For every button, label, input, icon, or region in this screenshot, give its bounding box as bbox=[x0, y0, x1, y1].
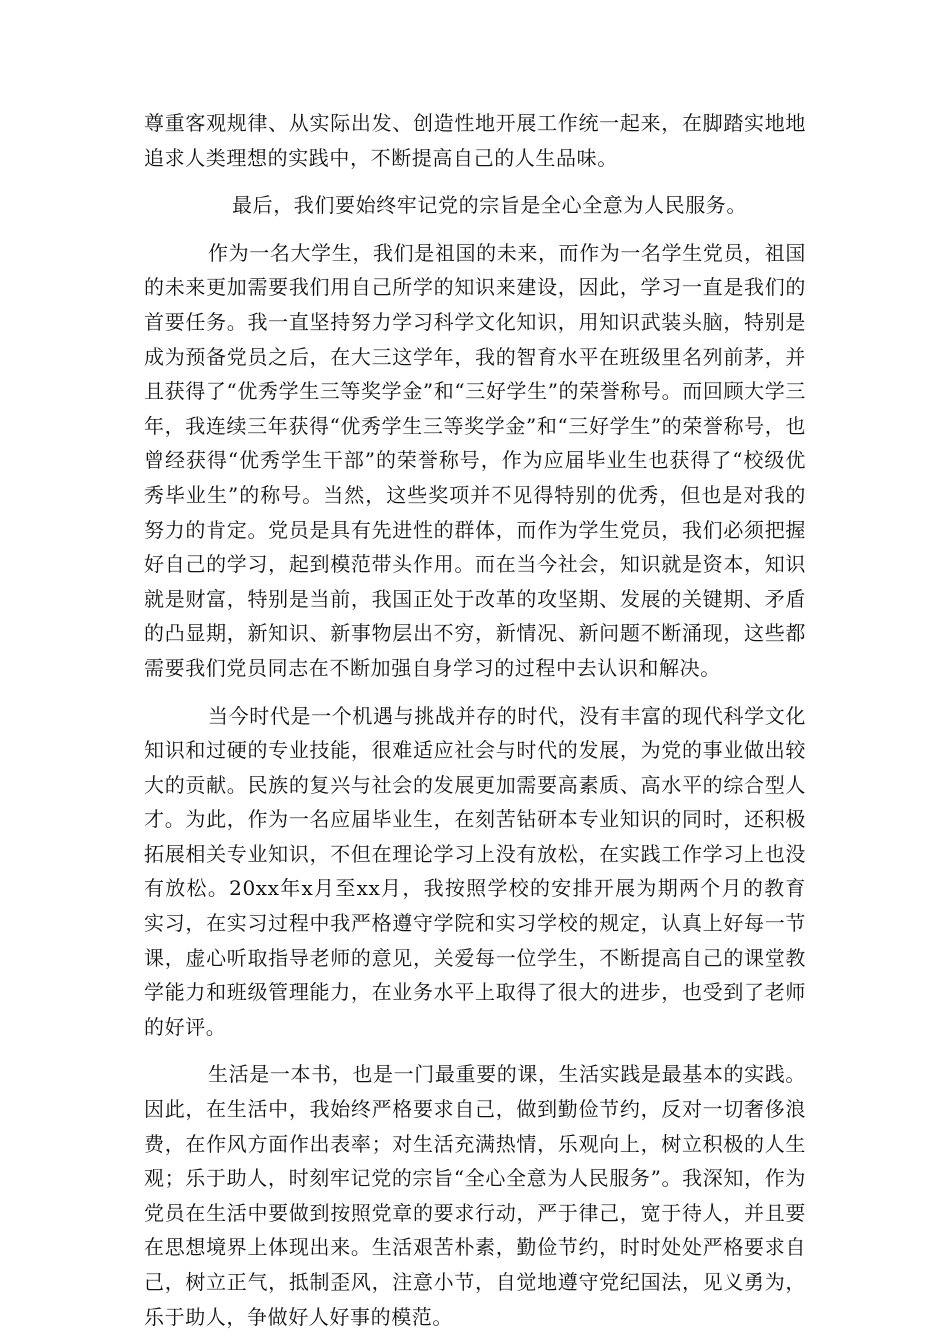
paragraph-study: 作为一名大学生，我们是祖国的未来，而作为一名学生党员，祖国的未来更加需要我们用自己所学的知识来建设，因此，学习一直是我们的首要任务。我一直坚持努力学习科学文化知识，用知识武装头脑，特别是成为预备党员之后，在大三这学年，我的智育水平在班级里名列前茅，并且获得了“优秀学生三等奖学金”和“三好学生”的荣誉称号。而回顾大学三年，我连续三年获得“优秀学生三等奖学金”和“三好学生”的荣誉称号，也曾经获得“优秀学生干部”的荣誉称号，作为应届毕业生也获得了“校级优秀毕业生”的称号。当然，这些奖项并不见得特别的优秀，但也是对我的努力的肯定。党员是具有先进性的群体，而作为学生党员，我们必须把握好自己的学习，起到模范带头作用。而在当今社会，知识就是资本，知识就是财富，特别是当前，我国正处于改革的攻坚期、发展的关键期、矛盾的凸显期，新知识、新事物层出不穷，新情况、新问题不断涌现，这些都需要我们党员同志在不断加强自身学习的过程中去认识和解决。 bbox=[144, 240, 806, 680]
paragraph-continuation: 尊重客观规律、从实际出发、创造性地开展工作统一起来，在脚踏实地地追求人类理想的实践中，不断提高自己的人生品味。 bbox=[144, 111, 806, 170]
paragraph-life-practice: 生活是一本书，也是一门最重要的课，生活实践是最基本的实践。因此，在生活中，我始终严格要求自己，做到勤俭节约，反对一切奢侈浪费，在作风方面作出表率；对生活充满热情，乐观向上，树立积极的人生观；乐于助人，时刻牢记党的宗旨“全心全意为人民服务”。我深知，作为党员在生活中要做到按照党章的要求行动，严于律己，宽于待人，并且要在思想境界上体现出来。生活艰苦朴素，勤俭节约，时时处处严格要求自己，树立正气，抵制歪风，注意小节，自觉地遵守党纪国法，见义勇为，乐于助人，争做好人好事的模范。 bbox=[144, 1062, 806, 1329]
paragraph-era-challenges: 当今时代是一个机遇与挑战并存的时代，没有丰富的现代科学文化知识和过硬的专业技能，很难适应社会与时代的发展，为党的事业做出较大的贡献。民族的复兴与社会的发展更加需要高素质、高水平的综合型人才。为此，作为一名应届毕业生，在刻苦钻研本专业知识的同时，还积极拓展相关专业知识，不但在理论学习上没有放松，在实践工作学习上也没有放松。20xx年x月至xx月，我按照学校的安排开展为期两个月的教育实习，在实习过程中我严格遵守学院和实习学校的规定，认真上好每一节课，虚心听取指导老师的意见，关爱每一位学生，不断提高自己的课堂教学能力和班级管理能力，在业务水平上取得了很大的进步，也受到了老师的好评。 bbox=[144, 703, 806, 1039]
paragraph-party-purpose: 最后，我们要始终牢记党的宗旨是全心全意为人民服务。 bbox=[232, 193, 747, 218]
document-body bbox=[144, 106, 806, 1334]
